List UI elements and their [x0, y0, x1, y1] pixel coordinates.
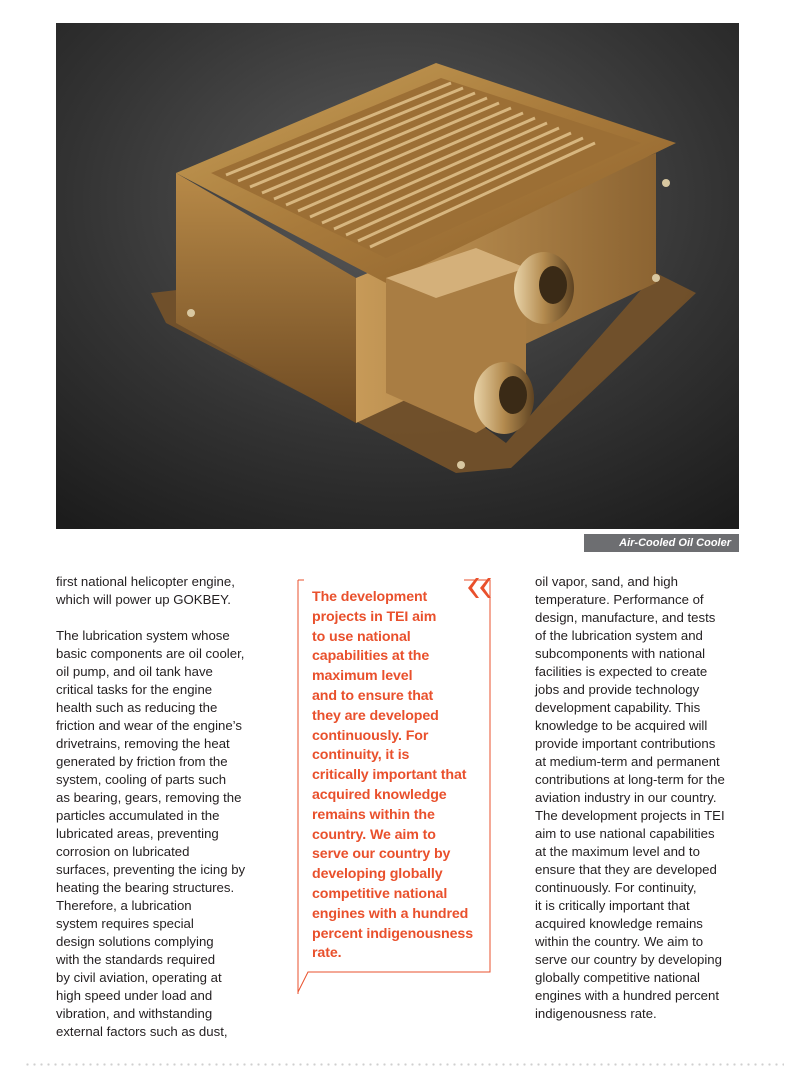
right-column: [535, 573, 750, 1023]
pull-quote: [296, 576, 491, 972]
left-column-paragraph-2: The lubrication system whose basic components are oil cooler, oil pump, and oil tank have critical tasks for the engine health such as reducing the friction and wear of the engine’s drivetrains, removing the heat generated by friction from the system, cooling of parts such as bearing, gears, removing the particles accumulated in the lubricated areas, preventing corrosion on lubricated surfaces, preventing the icing by heating the bearing structures. Therefore, a lubrication system requires special design solutions complying with the standards required by civil aviation, operating at high speed under load and vibration, and withstanding external factors such as dust,: [56, 628, 246, 1039]
right-column-paragraph-1: oil vapor, sand, and high temperature. Performance of design, manufacture, and tests of the lubrication system and subcomponents with national facilities is expected to create jobs and provide technology development capability. This knowledge to be acquired will provide important contributions at medium-term and permanent contributions at long-term for the aviation industry in our country. The development projects in TEI aim to use national capabilities at the maximum level and to ensure that they are developed continuously. For continuity, it is critically important that acquired knowledge remains within the country. We aim to serve our country by developing globally competitive national engines with a hundred percent indigenousness rate.: [535, 574, 725, 1021]
left-column-paragraph-1: first national helicopter engine, which will power up GOKBEY.: [56, 574, 235, 607]
pull-quote-text: The development projects in TEI aim to use national capabilities at the maximum level and to ensure that they are developed continuously. For continuity, it is critically important that acquired knowledge remains within the country. We aim to serve our country by developing globally competitive national engines with a hundred percent indigenousness rate.: [312, 589, 473, 962]
figure-caption: Air-Cooled Oil Cooler: [584, 534, 739, 552]
left-column: [56, 573, 271, 1041]
oil-cooler-photo: [56, 23, 739, 529]
footer-dotted-rule: [24, 1063, 784, 1066]
